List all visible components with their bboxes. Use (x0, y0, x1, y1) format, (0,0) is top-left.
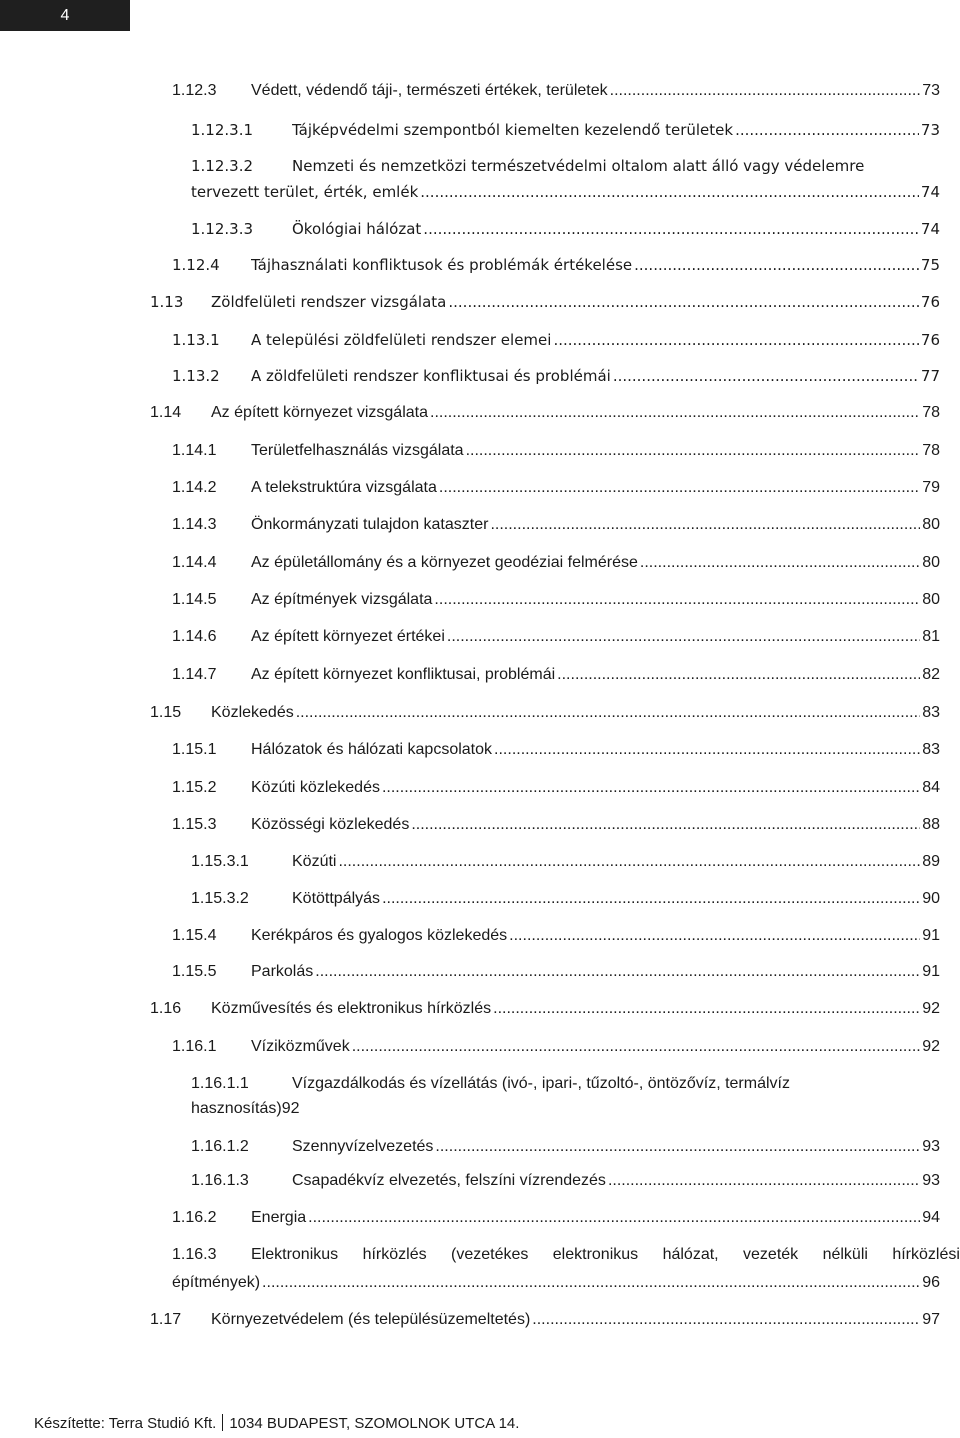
toc-entry[interactable] (0, 889, 960, 909)
toc-entry-page: 90 (922, 890, 940, 907)
toc-entry-title: Védett, védendő táji-, természeti értékek, területek (251, 82, 608, 99)
toc-leader-dots (262, 1273, 920, 1293)
toc-entry[interactable] (0, 515, 960, 535)
toc-entry-title: Víziközművek (251, 1038, 350, 1055)
toc-entry-page: 97 (922, 1311, 940, 1328)
toc-entry-number: 1.16.1.1 (191, 1075, 249, 1092)
toc-entry-title: Önkormányzati tulajdon kataszter (251, 516, 489, 533)
toc-entry-title: Közművesítés és elektronikus hírközlés (211, 1000, 492, 1017)
toc-entry-title: Szennyvízelvezetés (292, 1138, 434, 1155)
toc-entry-title: A települési zöldfelületi rendszer elemei (251, 331, 552, 349)
toc-entry-number: 1.14.6 (172, 628, 217, 645)
toc-entry[interactable] (0, 1245, 960, 1289)
toc-entry-page: 81 (922, 628, 940, 645)
toc-entry[interactable] (0, 999, 960, 1019)
toc-entry-number: 1.13 (150, 293, 184, 311)
toc-entry-number: 1.12.3.2 (191, 157, 254, 175)
toc-entry-page: 76 (920, 293, 940, 311)
toc-entry-title: A telekstruktúra vizsgálata (251, 479, 437, 496)
title-word: elektronikus (552, 1246, 639, 1263)
toc-leader-dots (315, 962, 920, 982)
toc-entry-number: 1.17 (150, 1311, 182, 1328)
toc-entry-page: 96 (922, 1274, 940, 1291)
toc-entry-title: Az épített környezet értékei (251, 628, 445, 645)
toc-entry-title: Az építmények vizsgálata (251, 591, 433, 608)
toc-leader-dots (735, 120, 919, 140)
toc-entry-number: 1.16.1.3 (191, 1172, 249, 1189)
toc-entry-page: 88 (922, 816, 940, 833)
toc-leader-dots (532, 1310, 920, 1330)
toc-entry-page: 83 (922, 741, 940, 758)
toc-entry-page: 77 (920, 367, 940, 385)
toc-entry-title: Környezetvédelem (és településüzemeltetés) (211, 1311, 531, 1328)
toc-entry-title: Közúti (292, 853, 337, 870)
toc-entry[interactable] (0, 81, 960, 101)
toc-entry-page: 80 (922, 591, 940, 608)
title-word: hírközlési (892, 1246, 960, 1263)
toc-entry-page: 78 (922, 442, 940, 459)
toc-entry-title: Zöldfelületi rendszer vizsgálata (211, 293, 447, 311)
toc-entry-number: 1.15.2 (172, 779, 217, 796)
toc-leader-dots (553, 330, 918, 350)
toc-entry-page: 91 (922, 927, 940, 944)
toc-leader-dots (608, 1171, 920, 1191)
toc-entry[interactable] (0, 219, 960, 239)
toc-leader-dots (439, 478, 920, 498)
toc-entry-title-continued: építmények) (172, 1274, 261, 1291)
toc-leader-dots (430, 403, 920, 423)
toc-entry-page: 82 (922, 666, 940, 683)
toc-entry-page: 79 (922, 479, 940, 496)
toc-entry[interactable] (0, 330, 960, 350)
toc-entry-number: 1.12.4 (172, 256, 220, 274)
toc-entry-title: Közösségi közlekedés (251, 816, 410, 833)
toc-leader-dots (338, 852, 920, 872)
toc-entry-page: 93 (922, 1138, 940, 1155)
toc-entry-page: 74 (920, 220, 940, 238)
toc-entry[interactable] (0, 1171, 960, 1191)
toc-entry-title: A zöldfelületi rendszer konfliktusai és problémái (251, 367, 611, 385)
toc-entry[interactable] (0, 1137, 960, 1157)
toc-entry[interactable] (0, 627, 960, 647)
toc-entry-title: Energia (251, 1209, 307, 1226)
toc-entry-title: Tájhasználati konfliktusok és problémák értékelése (251, 256, 633, 274)
title-word: (vezetékes (451, 1246, 529, 1263)
toc-entry-number: 1.15.1 (172, 741, 217, 758)
toc-entry-page: 73 (920, 121, 940, 139)
toc-entry-title: Hálózatok és hálózati kapcsolatok (251, 741, 493, 758)
toc-entry-number: 1.15.3.2 (191, 890, 249, 907)
toc-entry-number: 1.14.3 (172, 516, 217, 533)
toc-leader-dots (423, 219, 919, 239)
toc-entry-title: Az épületállomány és a környezet geodéziai felmérése (251, 554, 638, 571)
toc-entry-title-continued: hasznosítás)92 (191, 1100, 300, 1117)
toc-entry[interactable] (0, 1074, 960, 1118)
toc-entry-page: 92 (922, 1038, 940, 1055)
toc-entry[interactable] (0, 403, 960, 423)
toc-leader-dots (420, 182, 919, 202)
toc-entry-page: 94 (922, 1209, 940, 1226)
toc-entry[interactable] (0, 926, 960, 946)
toc-entry-number: 1.14.4 (172, 554, 217, 571)
toc-entry-number: 1.12.3 (172, 82, 217, 99)
toc-leader-dots (466, 441, 921, 461)
toc-leader-dots (448, 292, 919, 312)
toc-entry-number: 1.13.2 (172, 367, 220, 385)
toc-leader-dots (493, 999, 920, 1019)
toc-entry-number: 1.15.3 (172, 816, 217, 833)
page-footer (34, 1414, 519, 1434)
toc-entry-title: Az épített környezet konfliktusai, problémái (251, 666, 556, 683)
toc-entry-page: 93 (922, 1172, 940, 1189)
toc-entry[interactable] (0, 553, 960, 573)
toc-entry[interactable] (0, 366, 960, 386)
toc-entry-number: 1.16.2 (172, 1209, 217, 1226)
toc-entry[interactable] (0, 255, 960, 275)
toc-entry-title: Kötöttpályás (292, 890, 381, 907)
toc-entry-title: Csapadékvíz elvezetés, felszíni vízrendezés (292, 1172, 606, 1189)
toc-entry-number: 1.16 (150, 1000, 182, 1017)
toc-entry-number: 1.13.1 (172, 331, 220, 349)
toc-entry-page: 80 (922, 554, 940, 571)
toc-entry-title: Területfelhasználás vizsgálata (251, 442, 464, 459)
toc-leader-dots (382, 889, 920, 909)
toc-entry-page: 76 (920, 331, 940, 349)
toc-entry[interactable] (0, 441, 960, 461)
toc-entry-title: Az épített környezet vizsgálata (211, 404, 428, 421)
toc-entry[interactable] (0, 852, 960, 872)
toc-entry-page: 92 (922, 1000, 940, 1017)
toc-entry-title: Vízgazdálkodás és vízellátás (ivó-, ipari-, tűzoltó-, öntözővíz, termálvíz (292, 1075, 790, 1092)
toc-entry-title: Kerékpáros és gyalogos közlekedés (251, 927, 508, 944)
toc-leader-dots (434, 590, 920, 610)
toc-leader-dots (296, 703, 920, 723)
toc-entry-number: 1.14.2 (172, 479, 217, 496)
toc-entry-number: 1.15.3.1 (191, 853, 249, 870)
toc-entry-title: Nemzeti és nemzetközi természetvédelmi oltalom alatt álló vagy védelemre (292, 157, 865, 175)
toc-entry-title: Közlekedés (211, 704, 294, 721)
toc-leader-dots (490, 515, 920, 535)
toc-entry[interactable] (0, 1037, 960, 1057)
footer-separator (222, 1414, 223, 1431)
toc-entry[interactable] (0, 1310, 960, 1330)
toc-entry-page: 89 (922, 853, 940, 870)
title-word: hálózat, (662, 1246, 719, 1263)
title-word: nélküli (822, 1246, 868, 1263)
page-number: 4 (60, 7, 70, 24)
toc-entry-title: Közúti közlekedés (251, 779, 380, 796)
toc-leader-dots (509, 926, 920, 946)
toc-entry-number: 1.15.5 (172, 963, 217, 980)
toc-entry-page: 84 (922, 779, 940, 796)
toc-entry-title: Ökológiai hálózat (292, 220, 422, 238)
toc-entry[interactable] (0, 292, 960, 312)
toc-leader-dots (634, 255, 919, 275)
toc-entry-page: 80 (922, 516, 940, 533)
toc-entry-title: Parkolás (251, 963, 314, 980)
toc-entry[interactable] (0, 740, 960, 760)
toc-entry-page: 83 (922, 704, 940, 721)
toc-leader-dots (352, 1037, 921, 1057)
toc-entry-number: 1.14.1 (172, 442, 217, 459)
title-word: Elektronikus (251, 1246, 339, 1263)
toc-entry-number: 1.12.3.3 (191, 220, 254, 238)
toc-leader-dots (640, 553, 920, 573)
toc-entry-number: 1.16.3 (172, 1246, 217, 1263)
toc-entry-title (251, 1245, 960, 1265)
toc-entry-title: Tájképvédelmi szempontból kiemelten kezelendő területek (292, 121, 734, 139)
page-number-badge (0, 0, 130, 31)
toc-leader-dots (447, 627, 920, 647)
toc-entry-number: 1.14.7 (172, 666, 217, 683)
toc-leader-dots (382, 778, 920, 798)
toc-entry-number: 1.15 (150, 704, 182, 721)
toc-entry-number: 1.14 (150, 404, 182, 421)
footer-author: Készítette: Terra Studió Kft. (34, 1415, 217, 1432)
toc-leader-dots (613, 366, 919, 386)
toc-entry[interactable] (0, 156, 960, 200)
toc-entry[interactable] (0, 478, 960, 498)
toc-entry-page: 91 (922, 963, 940, 980)
toc-entry[interactable] (0, 703, 960, 723)
toc-entry[interactable] (0, 665, 960, 685)
toc-entry[interactable] (0, 815, 960, 835)
toc-entry-page: 73 (922, 82, 940, 99)
title-word: vezeték (743, 1246, 799, 1263)
toc-entry[interactable] (0, 120, 960, 140)
toc-entry-number: 1.16.1.2 (191, 1138, 249, 1155)
toc-entry-title-continued: tervezett terület, érték, emlék (191, 183, 419, 201)
toc-leader-dots (610, 81, 921, 101)
toc-entry-number: 1.16.1 (172, 1038, 217, 1055)
toc-leader-dots (435, 1137, 920, 1157)
toc-entry-number: 1.15.4 (172, 927, 217, 944)
toc-leader-dots (494, 740, 920, 760)
toc-entry-page: 75 (920, 256, 940, 274)
toc-entry-number: 1.12.3.1 (191, 121, 254, 139)
toc-entry-number: 1.14.5 (172, 591, 217, 608)
footer-address: 1034 BUDAPEST, SZOMOLNOK UTCA 14. (229, 1415, 520, 1432)
toc-entry[interactable] (0, 1208, 960, 1228)
toc-entry-page: 74 (920, 183, 940, 201)
toc-leader-dots (557, 665, 920, 685)
toc-entry[interactable] (0, 590, 960, 610)
title-word: hírközlés (362, 1246, 427, 1263)
toc-entry-page: 78 (922, 404, 940, 421)
toc-leader-dots (308, 1208, 920, 1228)
toc-entry[interactable] (0, 778, 960, 798)
toc-leader-dots (411, 815, 920, 835)
toc-entry[interactable] (0, 962, 960, 982)
